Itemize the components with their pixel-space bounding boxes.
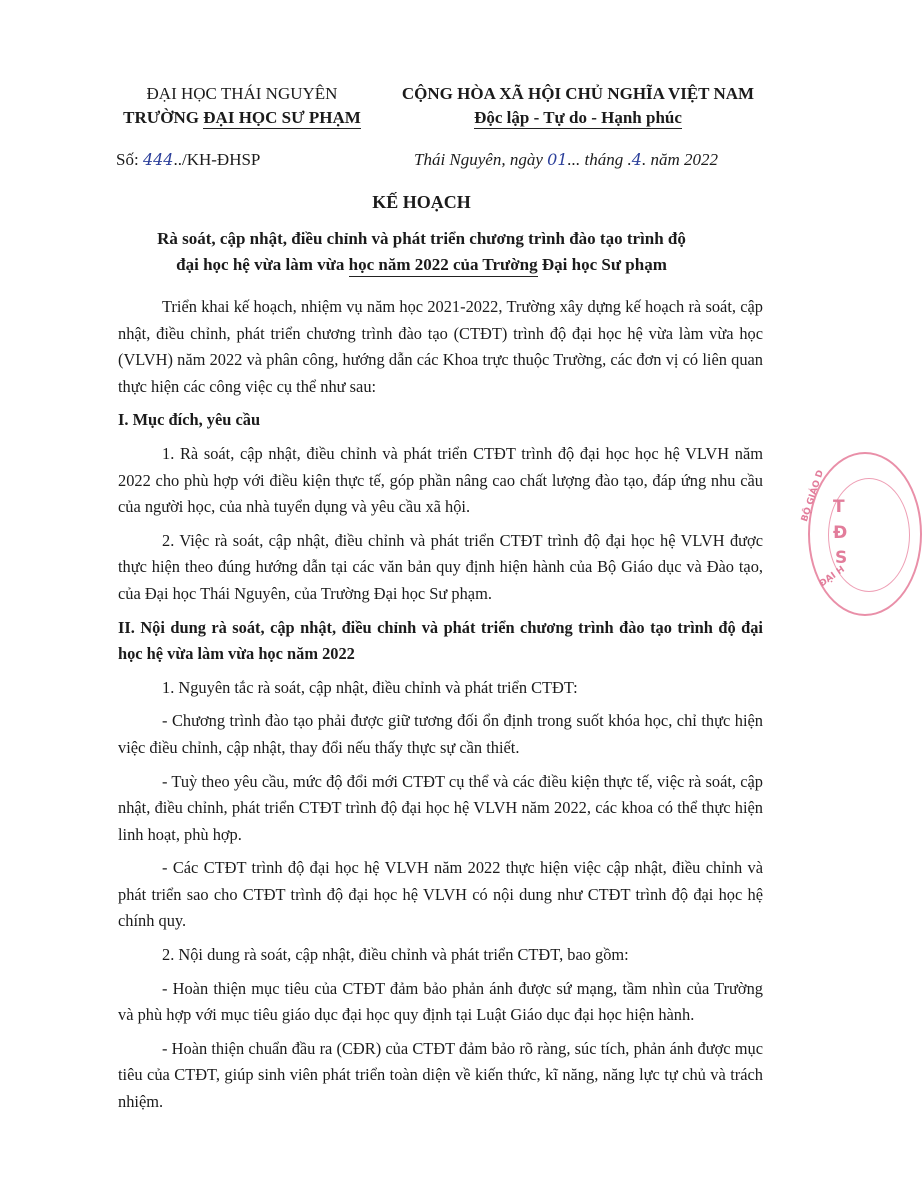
seal-bottom-text: ĐẠI H [817,564,847,590]
country-name: CỘNG HÒA XÃ HỘI CHỦ NGHĨA VIỆT NAM [401,84,755,103]
seal-arc-text: BỘ GIÁO D [800,469,827,524]
document-title: KẾ HOẠCH [372,192,471,212]
section-2-paragraph-1: 1. Nguyên tắc rà soát, cập nhật, điều chỉnh và phát triển CTĐT: [162,677,578,697]
section-2-paragraph-7: - Hoàn thiện chuẩn đầu ra (CĐR) của CTĐT đảm bảo rõ ràng, súc tích, phản ánh được mục tiêu của CTĐT, giúp sinh viên phát triển toàn diện về kiến thức, kĩ năng, năng lực tự chủ và trách nhiệm. [118,1038,763,1112]
issuer-school [92,106,392,130]
document-number [116,150,260,170]
section-2-paragraph-4: - Các CTĐT trình độ đại học hệ VLVH năm 2022 thực hiện việc cập nhật, điều chỉnh và phát triển sao cho CTĐT trình độ đại học hệ VLVH có nội dung như CTĐT trình độ đại học hệ chính quy. [118,858,763,931]
issuer-school-name: ĐẠI HỌC SƯ PHẠM [203,106,361,130]
issuer-school-prefix: TRƯỜNG [123,108,204,127]
document-body [118,294,763,1123]
motto-text: Độc lập - Tự do - Hạnh phúc [474,106,682,130]
date-prefix: Thái Nguyên, ngày [414,150,548,169]
national-motto-block [378,82,778,130]
intro-paragraph: Triển khai kế hoạch, nhiệm vụ năm học 2021-2022, Trường xây dựng kế hoạch rà soát, cập nhật, điều chỉnh, phát triển chương trình đào tạo (CTĐT) trình độ đại học hệ vừa làm vừa học (VLVH) năm 2022 và phân công, hướng dẫn các Khoa trực thuộc Trường, các đơn vị có liên quan thực hiện các công việc cụ thể như sau: [118,297,763,396]
section-2-heading: II. Nội dung rà soát, cập nhật, điều chỉnh và phát triển chương trình đào tạo trình độ đại học hệ vừa làm vừa học năm 2022 [118,617,763,664]
document-subtitle [60,226,783,278]
subtitle-line-2-suffix: Đại học Sư phạm [537,255,667,274]
section-1-paragraph-1: 1. Rà soát, cập nhật, điều chỉnh và phát triển CTĐT trình độ đại học học hệ VLVH năm 2022 cho phù hợp với điều kiện thực tế, góp phần nâng cao chất lượng đào tạo, đáp ứng nhu cầu của người học, của nhà tuyển dụng và yêu cầu xã hội. [118,443,763,517]
section-1-heading: I. Mục đích, yêu cầu [118,410,261,430]
date-month-label: ... tháng . [567,150,632,169]
section-2-paragraph-2: - Chương trình đào tạo phải được giữ tương đối ổn định trong suốt khóa học, chỉ thực hiện việc điều chỉnh, cập nhật, thay đổi nếu thấy thực sự cần thiết. [118,711,763,757]
document-date [414,150,718,170]
subtitle-line-2-underlined: học năm 2022 của Trường [349,252,538,278]
subtitle-line-2-prefix: đại học hệ vừa làm vừa [176,255,349,274]
date-month-handwritten: 4 [631,150,642,169]
section-2-paragraph-6: - Hoàn thiện mục tiêu của CTĐT đảm bảo phản ánh được sứ mạng, tầm nhìn của Trường và phù hợp với mục tiêu giáo dục đại học quy định tại Luật Giáo dục đại học hiện hành. [118,978,763,1025]
motto [378,106,778,130]
section-2-paragraph-5: 2. Nội dung rà soát, cập nhật, điều chỉnh và phát triển CTĐT, bao gồm: [162,945,629,965]
seal-letter-2: Đ [833,523,848,543]
seal-letter-1: T [833,497,845,517]
document-number-suffix: ../KH-ĐHSP [173,150,261,169]
subtitle-line-1: Rà soát, cập nhật, điều chỉnh và phát triển chương trình đào tạo trình độ [157,229,686,248]
issuer-parent-org: ĐẠI HỌC THÁI NGUYÊN [146,84,338,103]
seal-letter-3: S [835,548,848,568]
issuer-block [92,82,392,130]
date-day-handwritten: 01 [547,150,568,169]
document-number-label: Số: [116,150,143,169]
section-2-paragraph-3: - Tuỳ theo yêu cầu, mức độ đổi mới CTĐT cụ thể và các điều kiện thực tế, việc rà soát, cập nhật, điều chỉnh, phát triển CTĐT trình độ đại học hệ VLVH năm 2022, các khoa có thể thực hiện linh hoạt, phù hợp. [118,771,763,844]
document-number-handwritten: 444 [142,150,174,169]
date-year: . năm 2022 [641,150,718,169]
section-1-paragraph-2: 2. Việc rà soát, cập nhật, điều chỉnh và phát triển CTĐT trình độ đại học hệ VLVH được thực hiện theo đúng hướng dẫn tại các văn bản quy định hiện hành của Bộ Giáo dục và Đào tạo, của Đại học Thái Nguyên, của Trường Đại học Sư phạm. [118,530,763,603]
subtitle-line-2 [60,252,783,278]
